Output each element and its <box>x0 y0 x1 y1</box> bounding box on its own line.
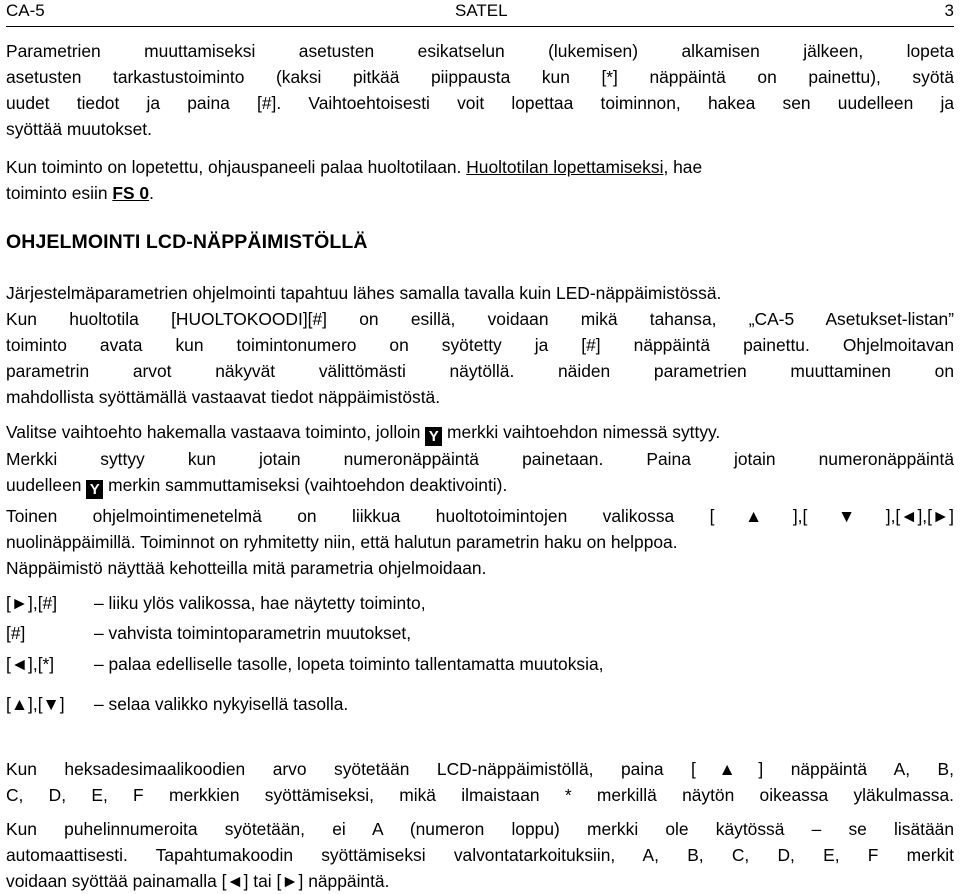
paragraph-hex-codes <box>6 756 954 808</box>
intro-paragraph <box>6 38 954 142</box>
key-label: [►],[#] <box>6 593 58 613</box>
text-line: mahdollista syöttämällä vastaavat tiedot näppäimistöstä. <box>6 387 441 407</box>
service-exit-link[interactable]: Huoltotilan lopettamiseksi <box>466 157 664 177</box>
key-description: – vahvista toimintoparametrin muutokset, <box>94 623 412 643</box>
header-brand: SATEL <box>455 1 508 20</box>
key-description: – palaa edelliselle tasolle, lopeta toiminto tallentamatta muutoksia, <box>94 654 604 674</box>
text-line: Järjestelmäparametrien ohjelmointi tapahtuu lähes samalla tavalla kuin LED-näppäimistössä. <box>6 283 722 303</box>
paragraph-lcd-programming <box>6 280 954 410</box>
header-doc-code: CA-5 <box>6 1 45 20</box>
text-span: , hae <box>663 157 703 177</box>
function-code: FS 0 <box>112 183 150 203</box>
text-line: Kun puhelinnumeroita syötetään, ei A (numeron loppu) merkki ole käytössä – se lisätään <box>6 819 954 839</box>
text-span: Kun toiminto on lopetettu, ohjauspaneeli palaa huoltotilaan. <box>6 157 462 177</box>
option-y-icon: Y <box>86 480 103 499</box>
key-description: – selaa valikko nykyisellä tasolla. <box>94 694 349 714</box>
key-label: [◄],[*] <box>6 654 55 674</box>
text-span: merkin sammuttamiseksi (vaihtoehdon deaktivointi). <box>103 475 508 495</box>
text-span: merkki vaihtoehdon nimessä syttyy. <box>442 422 721 442</box>
text-line: automaattisesti. Tapahtumakoodin syöttämiseksi valvontatarkoituksiin, A, B, C, D, E, F merkit <box>6 845 954 865</box>
text-line: Merkki syttyy kun jotain numeronäppäintä painetaan. Paina jotain numeronäppäintä <box>6 449 954 469</box>
text-line: Kun huoltotila [HUOLTOKOODI][#] on esillä, voidaan mikä tahansa, „CA-5 Asetukset-listan” <box>6 309 954 329</box>
text-line: asetusten tarkastustoiminto (kaksi pitkää piippausta kun [*] näppäintä on painettu), syötä <box>6 67 954 87</box>
text-line: voidaan syöttää painamalla [◄] tai [►] näppäintä. <box>6 871 390 891</box>
paragraph-menu-navigation <box>6 503 954 581</box>
text-line <box>6 180 954 206</box>
header-page-number: 3 <box>944 1 954 20</box>
text-span: . <box>149 183 154 203</box>
text-line: Näppäimistö näyttää kehotteilla mitä parametria ohjelmoidaan. <box>6 558 487 578</box>
text-line: syöttää muutokset. <box>6 119 152 139</box>
text-line: toiminto avata kun toimintonumero on syötetty ja [#] näppäintä painettu. Ohjelmoitavan <box>6 335 954 355</box>
text-line: nuolinäppäimillä. Toiminnot on ryhmitetty niin, että halutun parametrin haku on helppoa. <box>6 532 678 552</box>
text-line <box>6 419 954 446</box>
text-span: Valitse vaihtoehto hakemalla vastaava toiminto, jolloin <box>6 422 426 442</box>
text-line: C, D, E, F merkkien syöttämiseksi, mikä ilmaistaan * merkillä näytön oikeassa yläkulmassa. <box>6 785 954 805</box>
paragraph-option-select <box>6 419 954 499</box>
text-line: Kun heksadesimaalikoodien arvo syötetään LCD-näppäimistöllä, paina [▲] näppäintä A, B, <box>6 759 954 779</box>
text-span: toiminto esiin <box>6 183 113 203</box>
option-y-icon: Y <box>425 427 442 446</box>
text-line: parametrin arvot näkyvät välittömästi näytöllä. näiden parametrien muuttaminen on <box>6 361 954 381</box>
section-heading: OHJELMOINTI LCD-NÄPPÄIMISTÖLLÄ <box>6 231 368 253</box>
key-description: – liiku ylös valikossa, hae näytetty toiminto, <box>94 593 426 613</box>
key-label: [#] <box>6 623 26 643</box>
text-line: uudet tiedot ja paina [#]. Vaihtoehtoisesti voit lopettaa toiminnon, hakea sen uudelleen ja <box>6 93 954 113</box>
page-header <box>6 0 954 27</box>
intro-paragraph-2 <box>6 154 954 206</box>
text-line: Toinen ohjelmointimenetelmä on liikkua huoltotoimintojen valikossa [▲],[▼],[◄],[►] <box>6 506 954 526</box>
text-span: uudelleen <box>6 475 87 495</box>
paragraph-phone-numbers <box>6 816 954 894</box>
text-line <box>6 472 954 499</box>
key-label: [▲],[▼] <box>6 694 65 714</box>
text-line <box>6 154 954 180</box>
text-line: Parametrien muuttamiseksi asetusten esikatselun (lukemisen) alkamisen jälkeen, lopeta <box>6 41 954 61</box>
